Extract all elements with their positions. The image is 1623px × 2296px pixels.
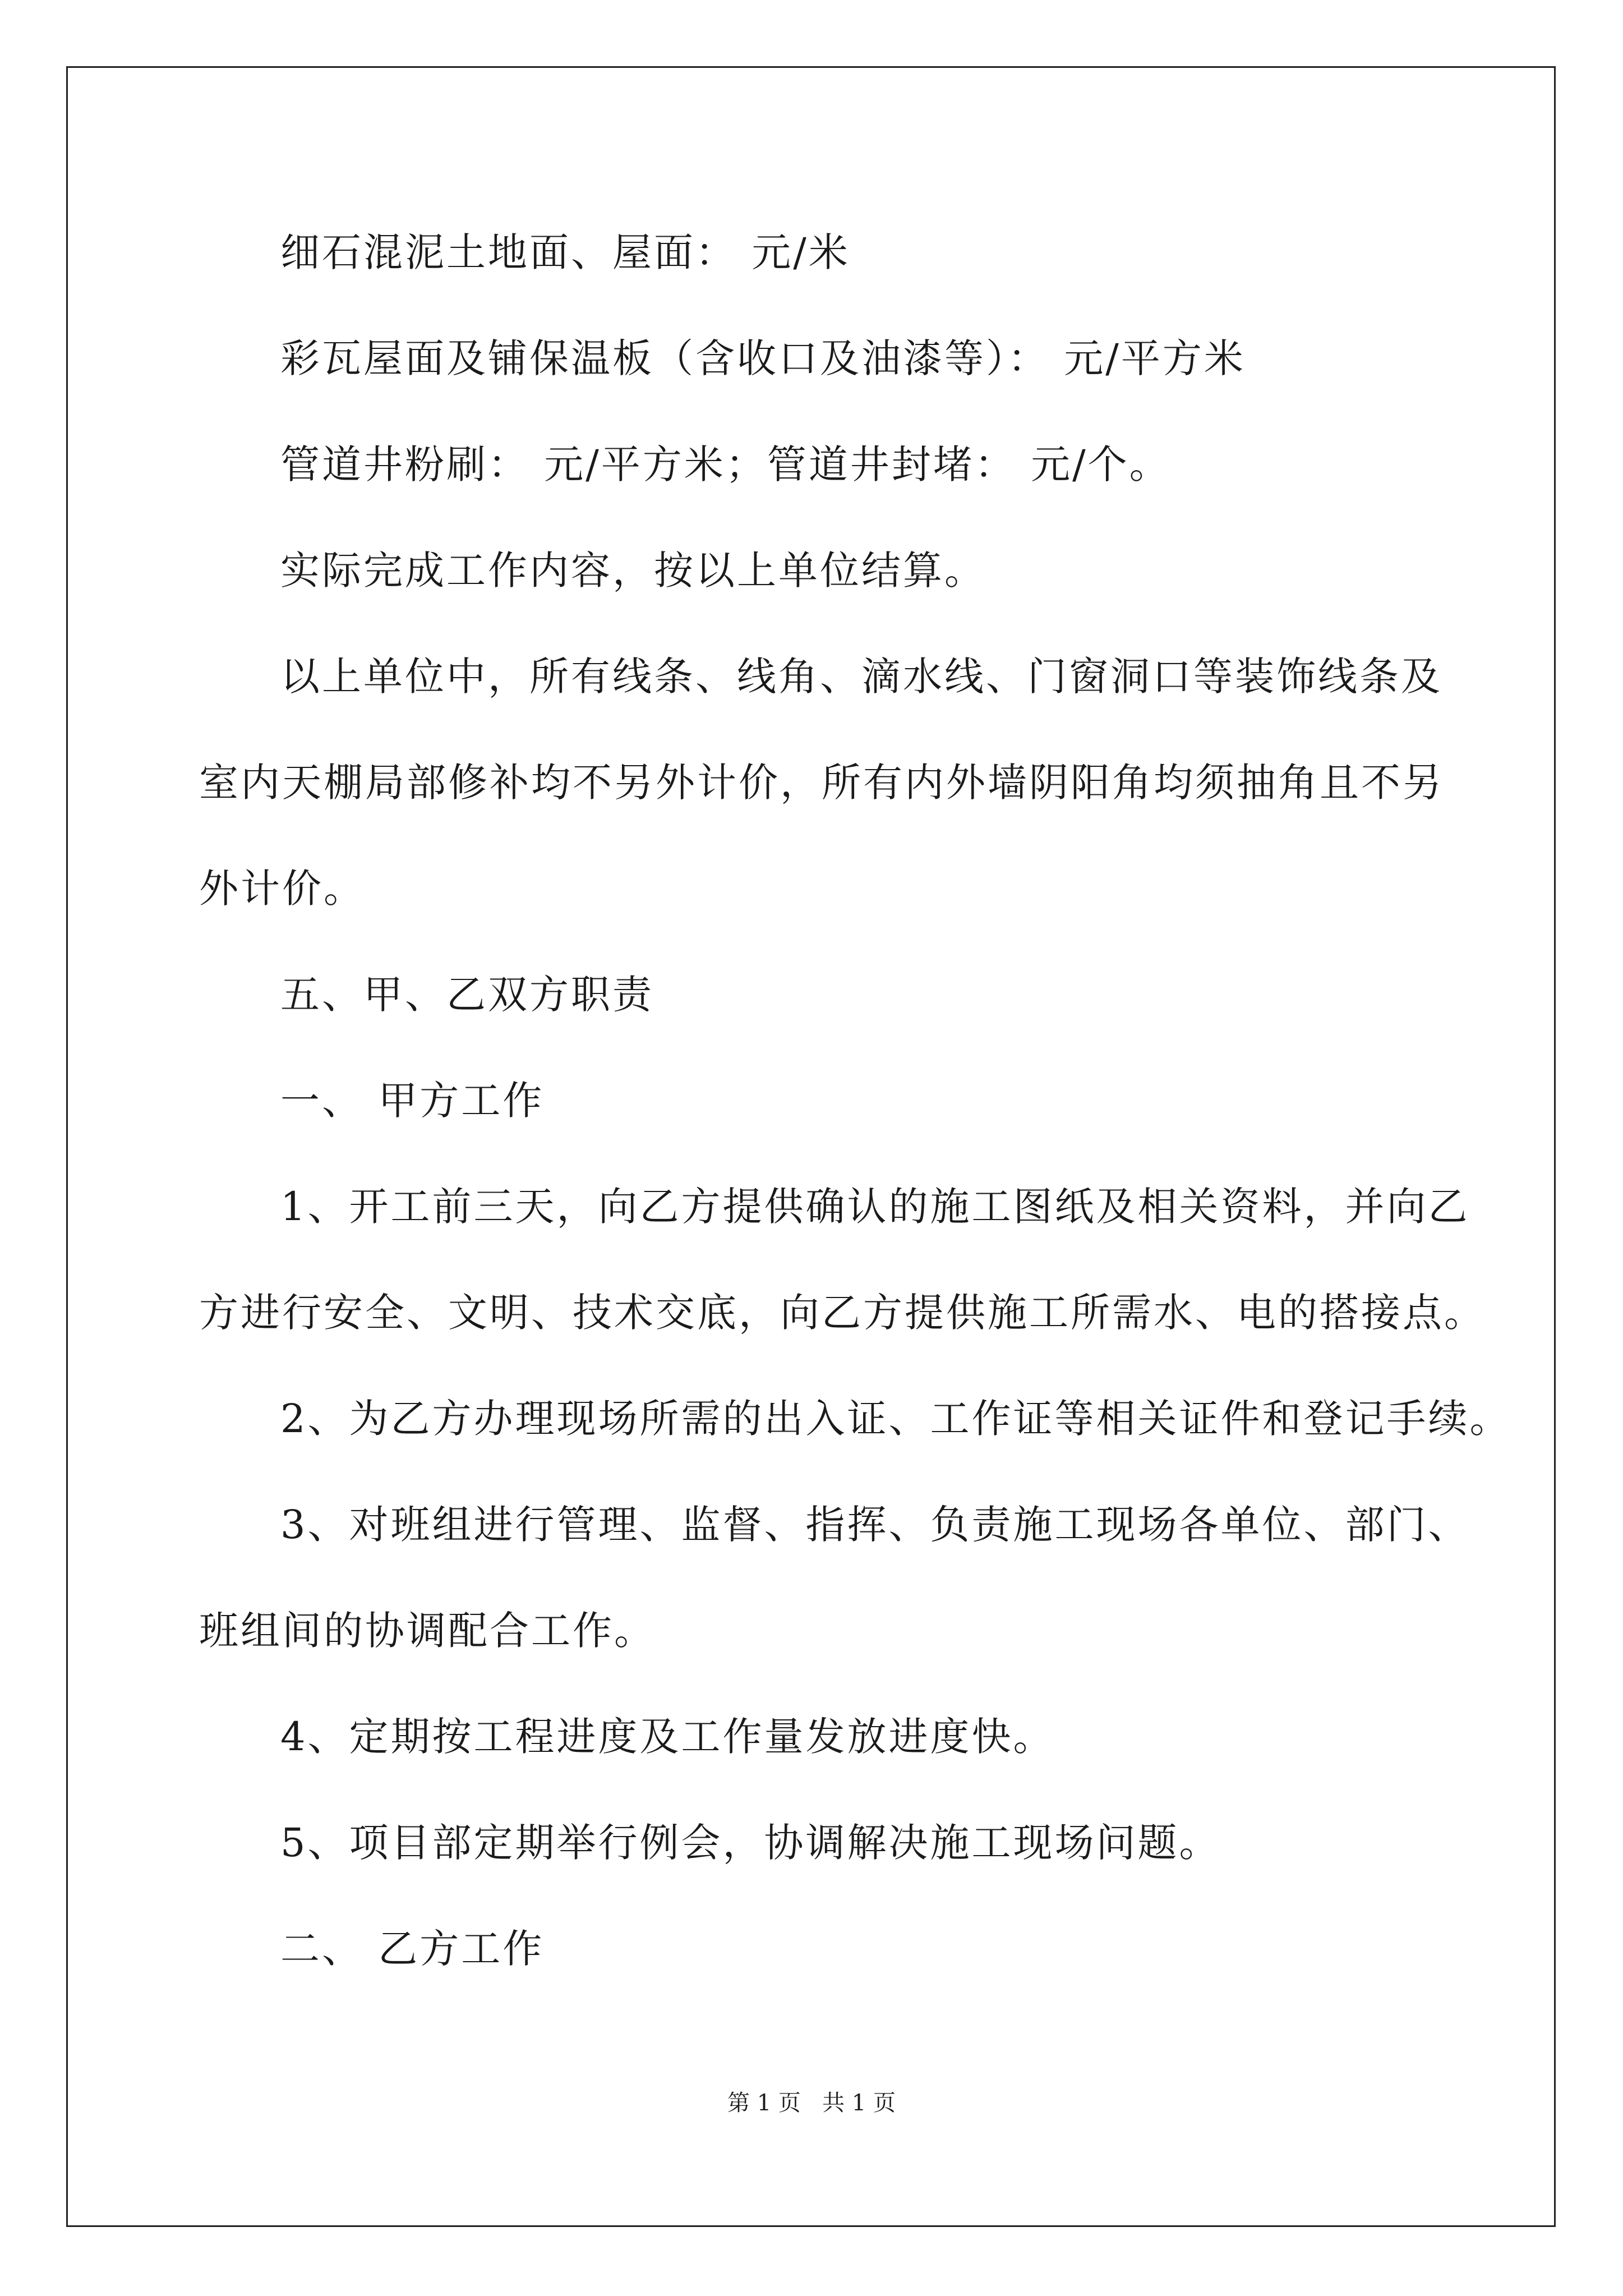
text-line-12: 2、为乙方办理现场所需的出入证、工作证等相关证件和登记手续。	[280, 1396, 1511, 1442]
text-line-2: 彩瓦屋面及铺保温板（含收口及油漆等）： 元/平方米	[280, 335, 1246, 381]
page-border	[66, 66, 1556, 2227]
subsection-heading-party-a: 一、 甲方工作	[280, 1078, 545, 1124]
text-line-6: 室内天棚局部修补均不另外计价，所有内外墙阴阳角均须抽角且不另	[199, 760, 1444, 806]
text-line-13: 3、对班组进行管理、监督、指挥、负责施工现场各单位、部门、	[280, 1502, 1470, 1548]
section-heading-5: 五、甲、乙双方职责	[280, 972, 654, 1018]
text-line-7: 外计价。	[199, 866, 365, 912]
text-line-14: 班组间的协调配合工作。	[199, 1608, 656, 1654]
text-line-4: 实际完成工作内容，按以上单位结算。	[280, 547, 986, 593]
text-line-15: 4、定期按工程进度及工作量发放进度快。	[280, 1714, 1055, 1760]
subsection-heading-party-b: 二、 乙方工作	[280, 1926, 545, 1972]
text-line-3: 管道井粉刷： 元/平方米；管道井封堵： 元/个。	[280, 441, 1171, 487]
text-line-11: 方进行安全、文明、技术交底，向乙方提供施工所需水、电的搭接点。	[199, 1290, 1486, 1336]
text-line-5: 以上单位中，所有线条、线角、滴水线、门窗洞口等装饰线条及	[280, 654, 1442, 700]
text-line-1: 细石混泥土地面、屋面： 元/米	[280, 229, 850, 275]
page-number: 第 1 页 共 1 页	[727, 2090, 896, 2116]
text-line-10: 1、开工前三天，向乙方提供确认的施工图纸及相关资料，并向乙	[280, 1184, 1470, 1230]
text-line-16: 5、项目部定期举行例会，协调解决施工现场问题。	[280, 1820, 1221, 1866]
